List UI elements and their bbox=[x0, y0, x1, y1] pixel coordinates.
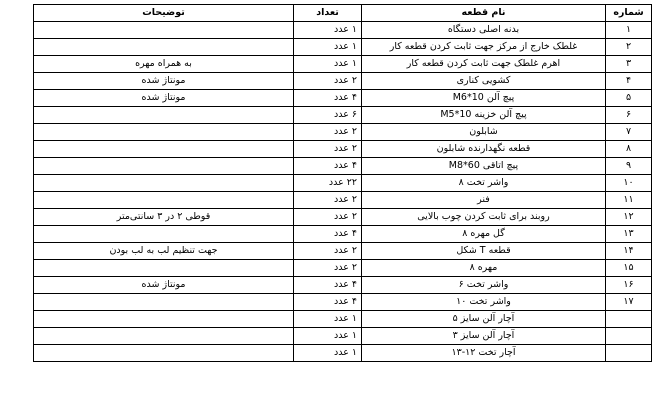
cell-number: ۷ bbox=[606, 124, 652, 141]
table-row bbox=[34, 311, 652, 328]
cell-part-name: کشویی کناری bbox=[362, 73, 606, 90]
cell-description bbox=[34, 158, 294, 175]
cell-part-name: قطعه T شکل bbox=[362, 243, 606, 260]
cell-quantity: ۲ عدد bbox=[294, 73, 362, 90]
cell-quantity: ۲ عدد bbox=[294, 124, 362, 141]
table-row bbox=[34, 260, 652, 277]
header-row bbox=[34, 5, 652, 22]
parts-table bbox=[33, 4, 652, 362]
cell-number: ۸ bbox=[606, 141, 652, 158]
cell-description: به همراه مهره bbox=[34, 56, 294, 73]
header-quantity: تعداد bbox=[294, 5, 362, 22]
cell-part-name: غلطک خارج از مرکز جهت ثابت کردن قطعه کار bbox=[362, 39, 606, 56]
cell-description: مونتاژ شده bbox=[34, 277, 294, 294]
header-part-name: نام قطعه bbox=[362, 5, 606, 22]
cell-quantity: ۲ عدد bbox=[294, 141, 362, 158]
table-row bbox=[34, 90, 652, 107]
cell-description bbox=[34, 107, 294, 124]
cell-description bbox=[34, 328, 294, 345]
parts-table-container bbox=[33, 4, 651, 362]
cell-description bbox=[34, 192, 294, 209]
cell-part-name: پیچ آلن M6*10 bbox=[362, 90, 606, 107]
table-row bbox=[34, 124, 652, 141]
cell-part-name: فنر bbox=[362, 192, 606, 209]
cell-part-name: آچار آلن سایز ۵ bbox=[362, 311, 606, 328]
cell-quantity: ۴ عدد bbox=[294, 158, 362, 175]
cell-quantity: ۶ عدد bbox=[294, 107, 362, 124]
cell-number: ۳ bbox=[606, 56, 652, 73]
cell-part-name: واشر تخت ۶ bbox=[362, 277, 606, 294]
cell-description bbox=[34, 311, 294, 328]
cell-number: ۱۰ bbox=[606, 175, 652, 192]
cell-quantity: ۱ عدد bbox=[294, 22, 362, 39]
cell-number: ۶ bbox=[606, 107, 652, 124]
parts-table-body bbox=[34, 22, 652, 362]
cell-part-name: روبند برای ثابت کردن چوب بالایی bbox=[362, 209, 606, 226]
cell-number: ۱۷ bbox=[606, 294, 652, 311]
table-row bbox=[34, 158, 652, 175]
cell-description bbox=[34, 39, 294, 56]
header-number: شماره bbox=[606, 5, 652, 22]
cell-number bbox=[606, 345, 652, 362]
cell-part-name: پیچ آلن خزینه M5*10 bbox=[362, 107, 606, 124]
cell-part-name: واشر تخت ۱۰ bbox=[362, 294, 606, 311]
cell-quantity: ۱ عدد bbox=[294, 311, 362, 328]
cell-quantity: ۲ عدد bbox=[294, 260, 362, 277]
table-row bbox=[34, 175, 652, 192]
cell-number bbox=[606, 311, 652, 328]
cell-number: ۱۱ bbox=[606, 192, 652, 209]
cell-quantity: ۲ عدد bbox=[294, 243, 362, 260]
cell-quantity: ۴ عدد bbox=[294, 226, 362, 243]
cell-number: ۱۴ bbox=[606, 243, 652, 260]
cell-description: مونتاژ شده bbox=[34, 73, 294, 90]
cell-part-name: پیچ اتاقی M8*60 bbox=[362, 158, 606, 175]
cell-part-name: واشر تخت ۸ bbox=[362, 175, 606, 192]
cell-quantity: ۱ عدد bbox=[294, 56, 362, 73]
cell-description bbox=[34, 294, 294, 311]
cell-part-name: شابلون bbox=[362, 124, 606, 141]
cell-part-name: مهره ۸ bbox=[362, 260, 606, 277]
cell-quantity: ۱ عدد bbox=[294, 39, 362, 56]
cell-description: قوطی ۲ در ۳ سانتی‌متر bbox=[34, 209, 294, 226]
table-row bbox=[34, 22, 652, 39]
cell-description: جهت تنظیم لب به لب بودن bbox=[34, 243, 294, 260]
cell-quantity: ۴ عدد bbox=[294, 90, 362, 107]
cell-number: ۴ bbox=[606, 73, 652, 90]
cell-quantity: ۴ عدد bbox=[294, 277, 362, 294]
cell-description bbox=[34, 175, 294, 192]
table-row bbox=[34, 107, 652, 124]
cell-description: مونتاژ شده bbox=[34, 90, 294, 107]
table-row bbox=[34, 226, 652, 243]
cell-number: ۲ bbox=[606, 39, 652, 56]
cell-quantity: ۲ عدد bbox=[294, 192, 362, 209]
cell-quantity: ۲ عدد bbox=[294, 209, 362, 226]
cell-quantity: ۱ عدد bbox=[294, 345, 362, 362]
cell-description bbox=[34, 124, 294, 141]
cell-part-name: بدنه اصلی دستگاه bbox=[362, 22, 606, 39]
cell-description bbox=[34, 260, 294, 277]
cell-description bbox=[34, 22, 294, 39]
table-row bbox=[34, 294, 652, 311]
cell-quantity: ۴ عدد bbox=[294, 294, 362, 311]
table-row bbox=[34, 243, 652, 260]
cell-number: ۱۶ bbox=[606, 277, 652, 294]
cell-number: ۱۵ bbox=[606, 260, 652, 277]
table-row bbox=[34, 328, 652, 345]
table-row bbox=[34, 39, 652, 56]
table-row bbox=[34, 192, 652, 209]
cell-number: ۱۲ bbox=[606, 209, 652, 226]
cell-description bbox=[34, 141, 294, 158]
table-row bbox=[34, 345, 652, 362]
cell-number: ۹ bbox=[606, 158, 652, 175]
cell-number: ۱ bbox=[606, 22, 652, 39]
cell-part-name: آچار آلن سایز ۳ bbox=[362, 328, 606, 345]
cell-quantity: ۲۲ عدد bbox=[294, 175, 362, 192]
cell-part-name: آچار تخت ۱۲-۱۳ bbox=[362, 345, 606, 362]
cell-quantity: ۱ عدد bbox=[294, 328, 362, 345]
cell-part-name: اهرم غلطک جهت ثابت کردن قطعه کار bbox=[362, 56, 606, 73]
cell-number bbox=[606, 328, 652, 345]
cell-description bbox=[34, 345, 294, 362]
cell-number: ۱۳ bbox=[606, 226, 652, 243]
table-row bbox=[34, 141, 652, 158]
cell-part-name: قطعه نگهدارنده شابلون bbox=[362, 141, 606, 158]
table-row bbox=[34, 73, 652, 90]
cell-number: ۵ bbox=[606, 90, 652, 107]
cell-description bbox=[34, 226, 294, 243]
table-row bbox=[34, 209, 652, 226]
table-row bbox=[34, 56, 652, 73]
table-row bbox=[34, 277, 652, 294]
header-description: توضیحات bbox=[34, 5, 294, 22]
cell-part-name: گل مهره ۸ bbox=[362, 226, 606, 243]
